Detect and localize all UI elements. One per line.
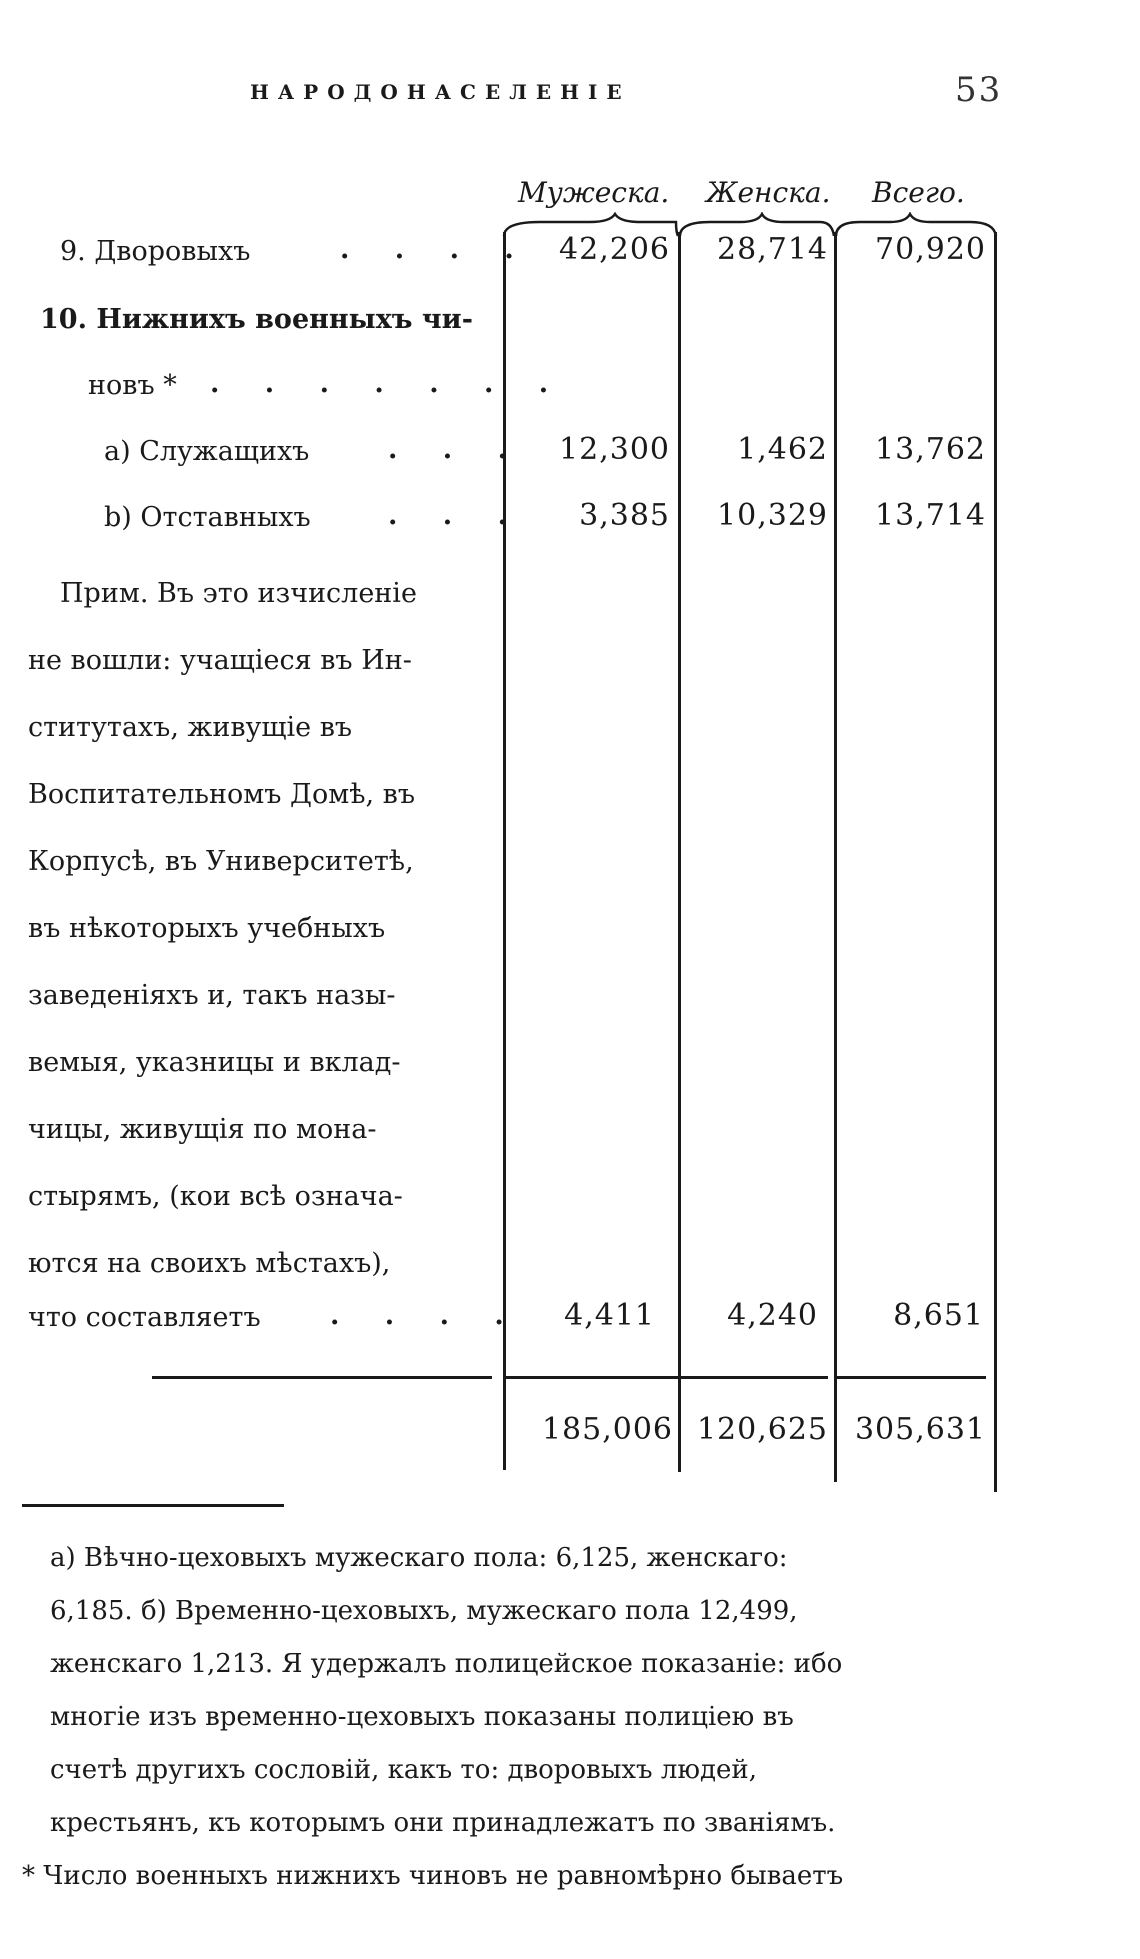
cell-male: 12,300 (559, 432, 670, 467)
sum-rule-female (668, 1376, 828, 1379)
note-line: ститутахъ, живущiе въ (28, 712, 353, 743)
footnote-line: а) Вѣчно-цеховыхъ мужескаго пола: 6,125, женскаго: (50, 1543, 788, 1573)
note-line: чицы, живущiя по мона- (28, 1114, 377, 1145)
row-label: новъ * (88, 370, 177, 401)
leader-dots: . . . . (330, 1300, 522, 1331)
footnote-rule (22, 1504, 284, 1507)
note-line: не вошли: учащiеся въ Ин- (28, 645, 412, 676)
cell-female: 10,329 (717, 498, 828, 533)
note-line: заведенiяхъ и, такъ назы- (28, 980, 396, 1011)
page-number: 53 (955, 70, 1003, 110)
note-line: Корпусѣ, въ Университетѣ, (28, 846, 414, 877)
total-grand: 305,631 (854, 1412, 986, 1447)
sum-rule-total (836, 1376, 986, 1379)
total-male: 185,006 (541, 1412, 673, 1447)
row-label: a) Служащихъ (104, 436, 310, 467)
note-line: ются на своихъ мѣстахъ), (28, 1248, 391, 1279)
leader-dots: . . . (388, 434, 525, 465)
column-header-male: Мужеска. (518, 176, 670, 209)
note-line: Воспитательномъ Домѣ, въ (28, 779, 416, 810)
row-label: 9. Дворовыхъ (60, 236, 251, 267)
sum-rule-male (506, 1376, 672, 1379)
cell-female: 4,240 (727, 1298, 818, 1333)
footnote-line: крестьянъ, къ которымъ они принадлежатъ по званiямъ. (50, 1808, 836, 1838)
total-female: 120,625 (696, 1412, 828, 1447)
row-label: что составляетъ (28, 1302, 261, 1333)
cell-female: 28,714 (717, 232, 828, 267)
row-label: 10. Нижнихъ военныхъ чи- (40, 304, 473, 335)
column-rule-3 (834, 232, 837, 1482)
cell-total: 70,920 (875, 232, 986, 267)
note-line: Прим. Въ это изчисленiе (60, 578, 417, 609)
cell-male: 4,411 (564, 1298, 655, 1333)
note-line: стырямъ, (кои всѣ означа- (28, 1181, 403, 1212)
cell-male: 42,206 (559, 232, 670, 267)
leader-dots: . . . . (340, 234, 532, 265)
column-header-female: Женска. (706, 176, 831, 209)
column-header-total: Всего. (872, 176, 965, 209)
cell-female: 1,462 (737, 432, 828, 467)
footnote-line: женскаго 1,213. Я удержалъ полицейское показанiе: ибо (50, 1649, 843, 1679)
footnote-line: счетѣ другихъ сословiй, какъ то: дворовыхъ людей, (50, 1755, 758, 1785)
column-rule-2 (678, 232, 681, 1472)
cell-total: 13,762 (875, 432, 986, 467)
footnotes (22, 1532, 1110, 1903)
note-line: вемыя, указницы и вклад- (28, 1047, 401, 1078)
note-line: въ нѣкоторыхъ учебныхъ (28, 913, 386, 944)
note-block (28, 560, 498, 1297)
leader-dots: . . . (388, 500, 525, 531)
footnote-line: * Число военныхъ нижнихъ чиновъ не равномѣрно бываетъ (22, 1861, 844, 1891)
running-head: НАРОДОНАСЕЛЕНIЕ (250, 80, 631, 104)
leader-dots: . . . . . . . (210, 368, 567, 399)
cell-total: 8,651 (893, 1298, 984, 1333)
footnote-line: 6,185. б) Временно-цеховыхъ, мужескаго пола 12,499, (50, 1596, 798, 1626)
column-rule-4 (994, 232, 997, 1492)
footnote-line: многiе изъ временно-цеховыхъ показаны полицiею въ (50, 1702, 794, 1732)
cell-total: 13,714 (875, 498, 986, 533)
sum-rule-label (152, 1376, 492, 1379)
cell-male: 3,385 (579, 498, 670, 533)
row-label: b) Отставныхъ (104, 502, 311, 533)
column-rule-1 (503, 232, 506, 1470)
